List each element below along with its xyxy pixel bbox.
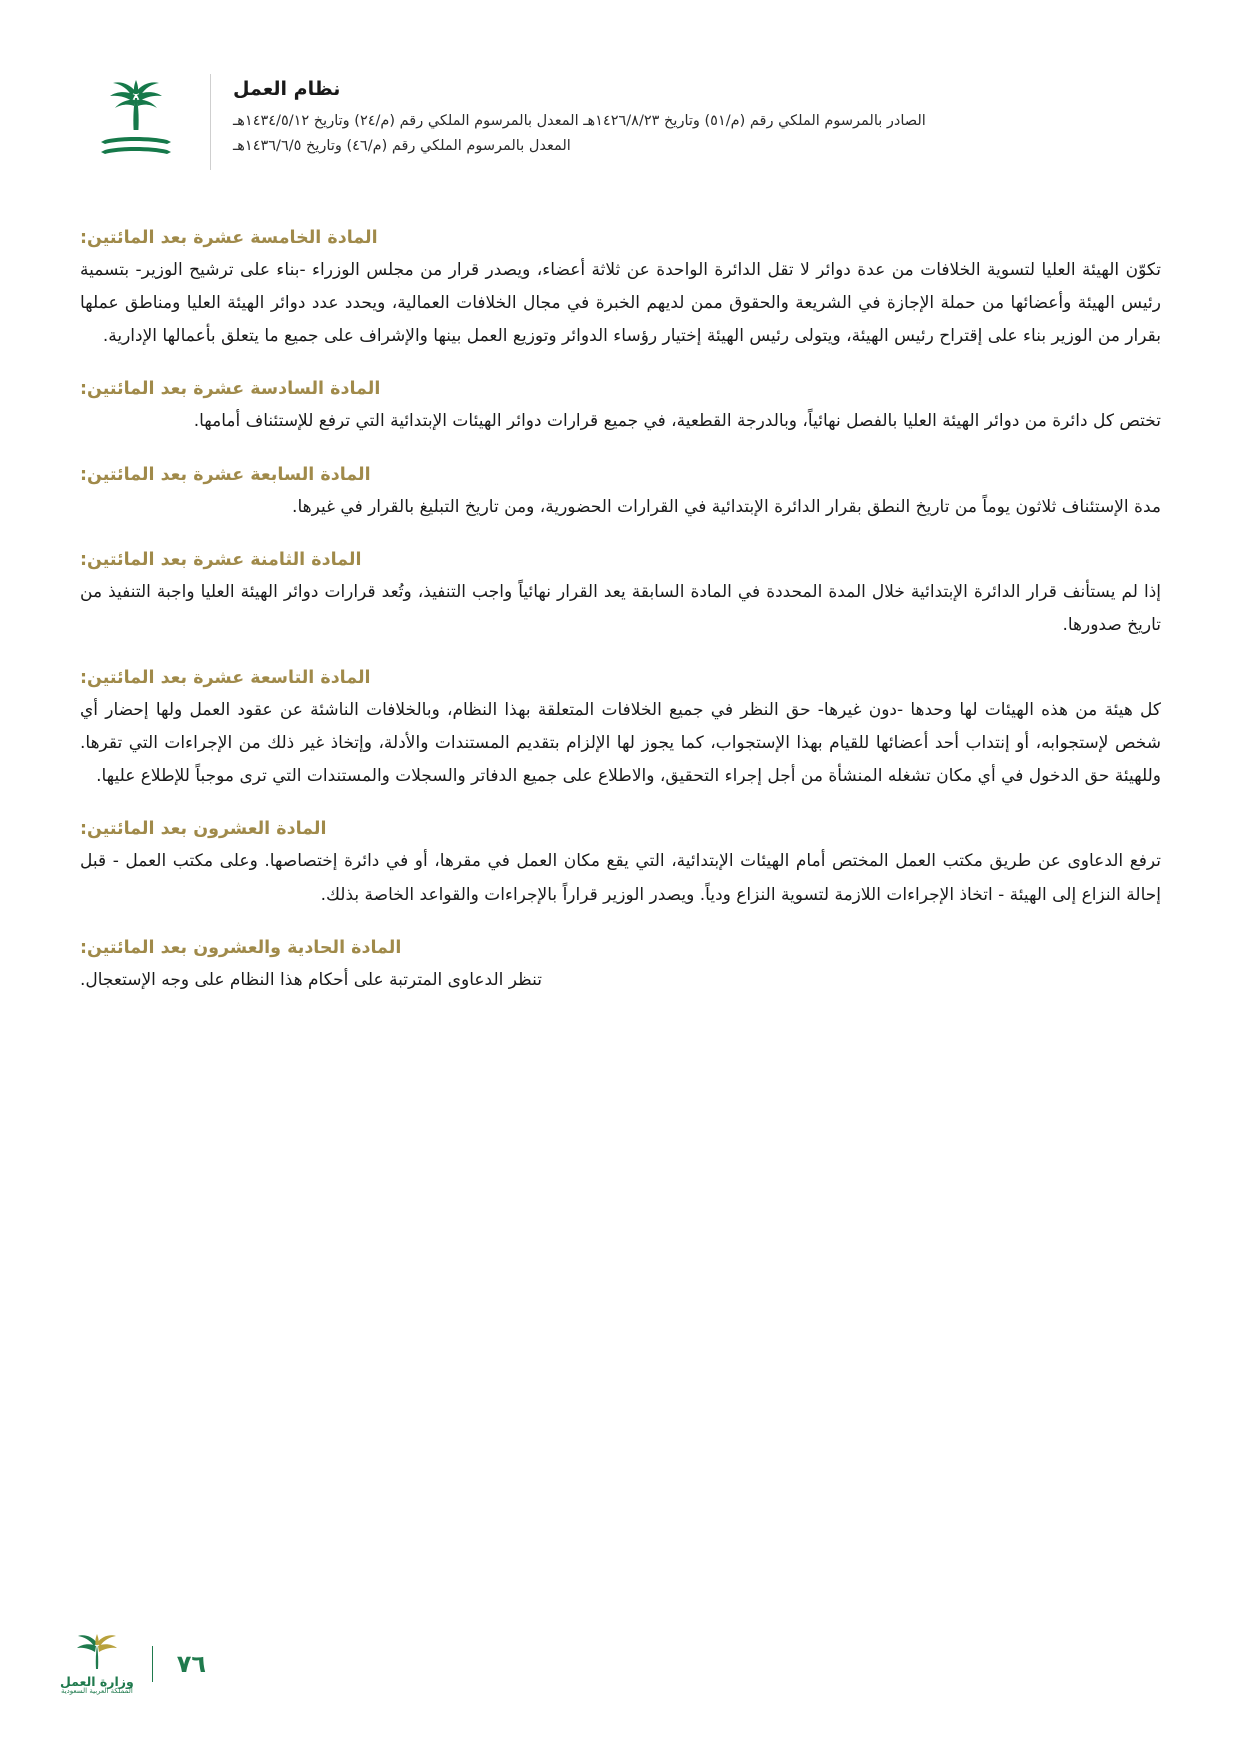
article-body: إذا لم يستأنف قرار الدائرة الإبتدائية خلال المدة المحددة في المادة السابقة يعد القرار نهائياً واجب التنفيذ، وتُعد قرارات دوائر الهيئة العليا واجبة التنفيذ من تاريخ صدورها. (80, 581, 1161, 635)
article-title: المادة العشرون بعد المائتين: (80, 819, 327, 840)
article-body: كل هيئة من هذه الهيئات لها وحدها -دون غيرها- حق النظر في جميع الخلافات المتعلقة بهذا النظام، وبالخلافات الناشئة عن عقود العمل ولها إحضار أي شخص لإستجوابه، أو إنتداب أحد أعضائها للقيام بهذا الإستجواب، كما يجوز لها الإلزام بتقديم المستندات والأدلة، وإتخاذ غير ذلك من الإجراءات التي تقرها. وللهيئة حق الدخول في أي مكان تشغله المنشأة من أجل إجراء التحقيق، والاطلاع على جميع الدفاتر والسجلات والمستندات التي ترى موجباً للإطلاع عليها. (80, 699, 1161, 787)
document-content (80, 228, 1161, 1023)
saudi-emblem-palm-swords-icon (88, 74, 211, 170)
article-title: المادة الخامسة عشرة بعد المائتين: (80, 228, 378, 248)
footer-divider (152, 1646, 153, 1682)
article-219 (80, 668, 1161, 793)
footer-logo-subtitle: المملكة العربية السعودية (60, 1687, 133, 1696)
article-title: المادة السابعة عشرة بعد المائتين: (80, 464, 371, 485)
article-title: المادة التاسعة عشرة بعد المائتين: (80, 667, 371, 688)
header-subtitle-line-1: الصادر بالمرسوم الملكي رقم (م/٥١) وتاريخ ١٤٢٦/٨/٢٣هـ المعدل بالمرسوم الملكي رقم (م/٢٤) وتاريخ ١٤٣٤/٥/١٢هـ (233, 113, 926, 129)
document-footer (0, 1633, 1241, 1696)
document-header (88, 74, 1153, 170)
article-218 (80, 550, 1161, 642)
article-body: تختص كل دائرة من دوائر الهيئة العليا بالفصل نهائياً، وبالدرجة القطعية، في جميع قرارات دوائر الهيئات الإبتدائية التي ترفع للإستئناف أمامها. (193, 411, 1161, 432)
page-number: ٧٦ (176, 1650, 207, 1679)
article-216 (80, 379, 1161, 438)
article-body: ترفع الدعاوى عن طريق مكتب العمل المختص أمام الهيئات الإبتدائية، التي يقع مكان العمل في مقرها، أو في دائرة إختصاصها. وعلى مكتب العمل - قبل إحالة النزاع إلى الهيئة - اتخاذ الإجراءات اللازمة لتسوية النزاع ودياً. ويصدر الوزير قراراً بالإجراءات والقواعد الخاصة بذلك. (80, 851, 1161, 905)
footer-logo-name: وزارة العمل (60, 1673, 134, 1689)
article-220 (80, 819, 1161, 911)
article-221 (80, 938, 1161, 997)
article-title: المادة الحادية والعشرون بعد المائتين: (80, 937, 402, 958)
article-body: تنظر الدعاوى المترتبة على أحكام هذا النظام على وجه الإستعجال. (80, 969, 542, 990)
article-title: المادة الثامنة عشرة بعد المائتين: (80, 549, 362, 570)
article-body: تكوّن الهيئة العليا لتسوية الخلافات من عدة دوائر لا تقل الدائرة الواحدة عن ثلاثة أعضاء، ويصدر قرار من مجلس الوزراء -بناء على ترشيح الوزير- بتسمية رئيس الهيئة وأعضائها من حملة الإجازة في الشريعة والحقوق ممن لديهم الخبرة في مجال الخلافات العمالية، ويحدد عدد دوائر الهيئة العليا ومناطق عملها بقرار من الوزير بناء على إقتراح رئيس الهيئة، ويتولى رئيس الهيئة إختيار رؤساء الدوائر وتوزيع العمل بينها والإشراف على جميع ما يتعلق بأعمالها الإدارية. (80, 260, 1161, 347)
article-217 (80, 465, 1161, 524)
article-title: المادة السادسة عشرة بعد المائتين: (80, 379, 381, 400)
page-title: نظام العمل (233, 78, 341, 100)
header-text-block (233, 74, 926, 160)
ministry-of-labor-palm-icon (60, 1633, 134, 1696)
article-body: مدة الإستئناف ثلاثون يوماً من تاريخ النطق بقرار الدائرة الإبتدائية في القرارات الحضورية، ومن تاريخ التبليغ بالقرار في غيرها. (292, 496, 1161, 517)
footer-inner (60, 1633, 212, 1696)
header-subtitle-line-2: المعدل بالمرسوم الملكي رقم (م/٤٦) وتاريخ ١٤٣٦/٦/٥هـ (233, 138, 571, 155)
article-215 (80, 228, 1161, 353)
